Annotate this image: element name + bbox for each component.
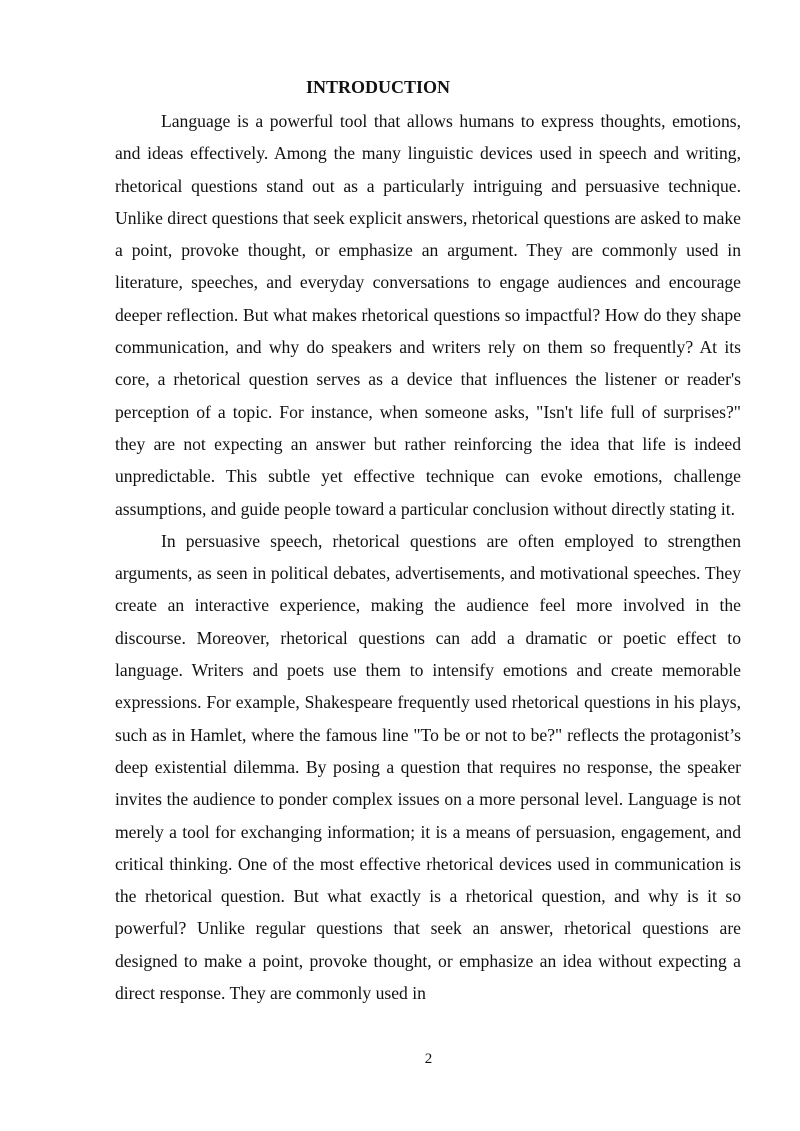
- body-text: [115, 105, 741, 1009]
- section-heading: INTRODUCTION: [305, 77, 451, 97]
- paragraph-2: In persuasive speech, rhetorical questions are often employed to strengthen arguments, as seen in political debates, advertisements, and motivational speeches. They create an interactive experience, making the audience feel more involved in the discourse. Moreover, rhetorical questions can add a dramatic or poetic effect to language. Writers and poets use them to intensify emotions and create memorable expressions. For example, Shakespeare frequently used rhetorical questions in his plays, such as in Hamlet, where the famous line "To be or not to be?" reflects the protagonist’s deep existential dilemma. By posing a question that requires no response, the speaker invites the audience to ponder complex issues on a more personal level. Language is not merely a tool for exchanging information; it is a means of persuasion, engagement, and critical thinking. One of the most effective rhetorical devices used in communication is the rhetorical question. But what exactly is a rhetorical question, and why is it so powerful? Unlike regular questions that seek an answer, rhetorical questions are designed to make a point, provoke thought, or emphasize an idea without expecting a direct response. They are commonly used in: [115, 530, 741, 1004]
- paragraph-1: Language is a powerful tool that allows humans to express thoughts, emotions, and ideas effectively. Among the many linguistic devices used in speech and writing, rhetorical questions stand out as a particularly intriguing and persuasive technique. Unlike direct questions that seek explicit answers, rhetorical questions are asked to make a point, provoke thought, or emphasize an argument. They are commonly used in literature, speeches, and everyday conversations to engage audiences and encourage deeper reflection. But what makes rhetorical questions so impactful? How do they shape communication, and why do speakers and writers rely on them so frequently? At its core, a rhetorical question serves as a device that influences the listener or reader's perception of a topic. For instance, when someone asks, "Isn't life full of surprises?" they are not expecting an answer but rather reinforcing the idea that life is indeed unpredictable. This subtle yet effective technique can evoke emotions, challenge assumptions, and guide people toward a particular conclusion without directly stating it.: [115, 111, 741, 519]
- page-number: 2: [424, 1051, 433, 1067]
